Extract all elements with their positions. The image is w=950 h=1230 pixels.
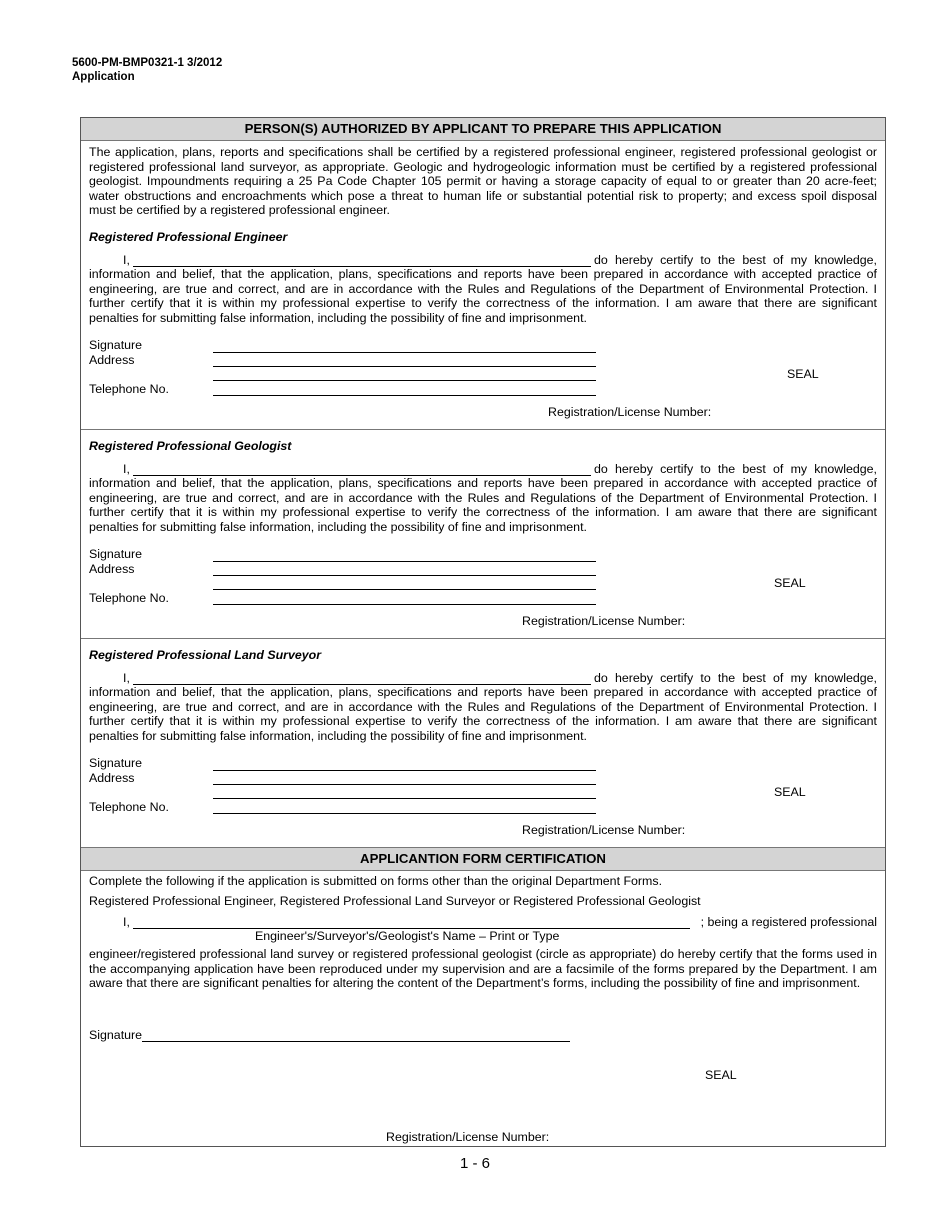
surveyor-telephone-label: Telephone No. [89,800,169,814]
geologist-address-line-1[interactable] [213,575,596,576]
engineer-telephone-label: Telephone No. [89,382,169,396]
form-code: 5600-PM-BMP0321-1 3/2012 [72,57,223,69]
geologist-address-label: Address [89,562,135,576]
geologist-seal-label: SEAL [774,576,806,590]
surveyor-cert-prefix: I, [123,671,130,685]
geologist-address-line-2[interactable] [213,589,596,590]
form-cert-instruction: Complete the following if the application is submitted on forms other than the original Department Forms. [89,874,663,888]
geologist-registration-label: Registration/License Number: [522,614,686,628]
engineer-signature-line[interactable] [213,352,596,353]
surveyor-address-line-1[interactable] [213,784,596,785]
surveyor-seal-label: SEAL [774,785,806,799]
surveyor-signature-label: Signature [89,756,143,770]
engineer-telephone-line[interactable] [213,395,596,396]
form-cert-seal-label: SEAL [705,1068,737,1082]
form-cert-prefix: I, [123,915,130,929]
page-number: 1 - 6 [459,1155,490,1172]
surveyor-address-line-2[interactable] [213,798,596,799]
form-cert-roles: Registered Professional Engineer, Registered Professional Land Surveyor or Registered Professional Geologist [89,894,701,908]
surveyor-telephone-line[interactable] [213,813,596,814]
document-header [72,56,222,84]
form-cert-body: engineer/registered professional land survey or registered professional geologist (circle as appropriate) do hereby certify that the forms used in the accompanying application have been reproduced under my supervision and are a facsimile of the forms prepared by the Department. I am aware that there are significant penalties for altering the content of the Department’s forms, including the possibility of fine and imprisonment. [89,947,877,990]
geologist-signature-label: Signature [89,547,143,561]
engineer-cert-prefix: I, [123,253,130,267]
authorized-persons-intro: The application, plans, reports and specifications shall be certified by a registered professional engineer, registered professional geologist or registered professional land surveyor, as appropriate. Geologic and hydrogeologic information must be certified by a registered professional geologist. Impoundments requiring a 25 Pa Code Chapter 105 permit or having a storage capacity of equal to or greater than 20 acre-feet; water obstructions and encroachments which pose a threat to human life or substantial potential risk to property; and excess spoil disposal must be certified by a registered professional engineer. [89,145,877,217]
authorized-persons-heading: PERSON(S) AUTHORIZED BY APPLICANT TO PREPARE THIS APPLICATION [81,118,885,141]
geologist-signature-line[interactable] [213,561,596,562]
geologist-cert-suffix: do hereby certify to the best of my knowledge, [594,462,877,476]
form-cert-suffix: ; being a registered professional [700,915,877,929]
form-cert-name-caption: Engineer's/Surveyor's/Geologist's Name – Print or Type [255,929,560,943]
engineer-signature-label: Signature [89,338,143,352]
engineer-registration-label: Registration/License Number: [548,405,712,419]
geologist-telephone-label: Telephone No. [89,591,169,605]
engineer-seal-label: SEAL [787,367,819,381]
surveyor-address-label: Address [89,771,135,785]
surveyor-registration-label: Registration/License Number: [522,823,686,837]
section-divider [81,638,885,639]
form-type: Application [72,71,135,83]
application-form [80,117,886,1147]
geologist-cert-body: information and belief, that the application, plans, specifications and reports have been prepared in accordance with accepted practice of engineering, are true and correct, and are in accordance with the Rules and Regulations of the Department of Environmental Protection. I further certify that it is within my professional expertise to verify the correctness of the information. I am aware that there are significant penalties for submitting false information, including the possibility of fine and imprisonment. [89,476,877,534]
engineer-address-label: Address [89,353,135,367]
section-divider [81,429,885,430]
surveyor-cert-body: information and belief, that the application, plans, specifications and reports have been prepared in accordance with accepted practice of engineering, are true and correct, and are in accordance with the Rules and Regulations of the Department of Environmental Protection. I further certify that it is within my professional expertise to verify the correctness of the information. I am aware that there are significant penalties for submitting false information, including the possibility of fine and imprisonment. [89,685,877,743]
engineer-address-line-2[interactable] [213,380,596,381]
surveyor-signature-line[interactable] [213,770,596,771]
form-cert-registration-label: Registration/License Number: [386,1130,550,1144]
surveyor-cert-suffix: do hereby certify to the best of my knowledge, [594,671,877,685]
form-cert-signature-label: Signature [89,1028,143,1042]
engineer-address-line-1[interactable] [213,366,596,367]
form-certification-heading: APPLICANTION FORM CERTIFICATION [81,847,885,871]
geologist-section-title: Registered Professional Geologist [89,439,292,453]
engineer-section-title: Registered Professional Engineer [89,230,288,244]
engineer-cert-suffix: do hereby certify to the best of my knowledge, [594,253,877,267]
geologist-cert-prefix: I, [123,462,130,476]
surveyor-section-title: Registered Professional Land Surveyor [89,648,322,662]
form-cert-signature-line[interactable] [142,1041,570,1042]
engineer-cert-body: information and belief, that the application, plans, specifications and reports have been prepared in accordance with accepted practice of engineering, are true and correct, and are in accordance with the Rules and Regulations of the Department of Environmental Protection. I further certify that it is within my professional expertise to verify the correctness of the information. I am aware that there are significant penalties for submitting false information, including the possibility of fine and imprisonment. [89,267,877,325]
geologist-telephone-line[interactable] [213,604,596,605]
